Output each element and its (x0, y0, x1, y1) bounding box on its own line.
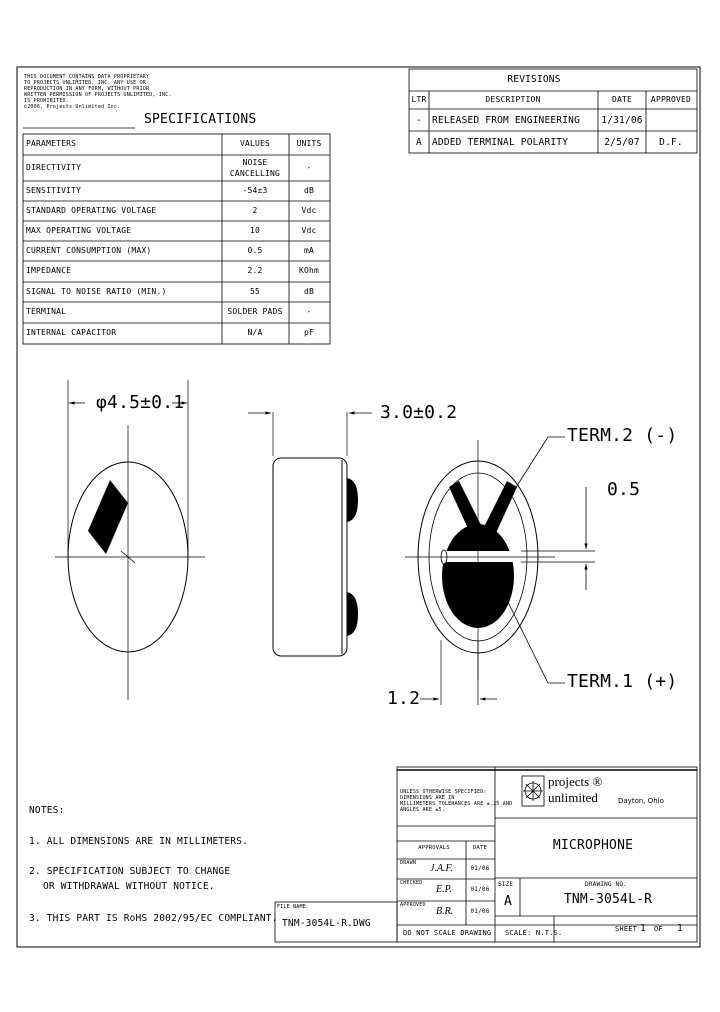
drawing-no-label: DRAWING NO. (585, 881, 627, 888)
term2-label: TERM.2 (-) (567, 425, 678, 446)
tolerance-line: ANGLES ARE ±5. (400, 807, 445, 813)
gap-dimension-label: 0.5 (607, 479, 641, 500)
scale-label: SCALE: N.T.S. (505, 929, 563, 937)
file-name-label: FILE NAME (277, 904, 306, 910)
notice-line: REPRODUCTION IN ANY FORM, WITHOUT PRIOR (24, 86, 150, 92)
tolerance-line: UNLESS OTHERWISE SPECIFIED: (400, 789, 487, 795)
approved-date: 01/06 (470, 908, 490, 915)
spec-param: INTERNAL CAPACITOR (26, 328, 117, 337)
rev-header-description: DESCRIPTION (485, 95, 541, 104)
notice-line: ©2006, Projects Unlimited Inc. (24, 104, 121, 110)
spec-value: 2.2 (247, 266, 263, 275)
spec-value: 2 (252, 206, 258, 215)
note-item: 1. ALL DIMENSIONS ARE IN MILLIMETERS. (29, 836, 249, 847)
spec-value: -54±3 (242, 186, 268, 195)
drawing-number: TNM-3054L-R (563, 892, 653, 907)
checked-by: E.P. (436, 884, 452, 895)
spec-param: CURRENT CONSUMPTION (MAX) (26, 246, 152, 255)
note-item: 3. THIS PART IS RoHS 2002/95/EC COMPLIANT. (29, 913, 278, 924)
company-name-line1: projects ® (548, 774, 603, 789)
rev-desc: ADDED TERMINAL POLARITY (432, 137, 569, 148)
proprietary-notice (24, 74, 172, 110)
checked-label: CHECKED (400, 880, 423, 886)
notice-line: THIS DOCUMENT CONTAINS DATA PROPRIETARY (24, 74, 150, 80)
spec-unit: Vdc (301, 206, 317, 215)
rev-date: 2/5/07 (604, 137, 640, 148)
size-value: A (504, 894, 513, 909)
spec-unit: dB (303, 287, 315, 296)
front-view (55, 380, 205, 700)
rev-date: 1/31/06 (601, 115, 643, 126)
sheet-number: 1 (640, 923, 646, 934)
notice-line: IS PROHIBITED. (24, 98, 69, 104)
approvals-date-label: DATE (472, 845, 488, 851)
spec-value: 10 (249, 226, 261, 235)
spec-value: 0.5 (247, 246, 263, 255)
rev-ltr: - (416, 115, 422, 126)
notice-line: WRITTEN PERMISSION OF PROJECTS UNLIMITED, INC. (24, 92, 172, 98)
spec-unit: dB (303, 186, 315, 195)
checked-date: 01/06 (470, 886, 490, 893)
rev-desc: RELEASED FROM ENGINEERING (432, 115, 580, 126)
approved-label: APPROVED (400, 902, 426, 908)
spec-unit: Vdc (301, 226, 317, 235)
back-view (405, 437, 595, 705)
spec-unit: pF (303, 328, 315, 337)
spec-value: N/A (247, 328, 263, 337)
diameter-dimension-label: φ4.5±0.1 (96, 392, 185, 413)
sheet-label: SHEET (615, 925, 638, 933)
spec-value: NOISE CANCELLING (229, 158, 281, 178)
tolerance-line: DIMENSIONS ARE IN (400, 795, 455, 801)
rev-approved: D.F. (659, 137, 683, 148)
spec-param: STANDARD OPERATING VOLTAGE (26, 206, 157, 215)
approved-by: B.R. (436, 906, 454, 917)
spec-unit: - (306, 307, 312, 316)
notes-title: NOTES: (29, 805, 65, 816)
rev-header-date: DATE (611, 95, 633, 104)
spec-param: TERMINAL (26, 307, 67, 316)
spec-param: SIGNAL TO NOISE RATIO (MIN.) (26, 287, 167, 296)
spec-header-values: VALUES (239, 139, 271, 148)
spec-title: SPECIFICATIONS (144, 112, 257, 127)
company-name-line2: unlimited (548, 790, 598, 805)
company-logo-icon (522, 776, 544, 806)
drawn-date: 01/06 (470, 865, 490, 872)
spec-param: IMPEDANCE (26, 266, 72, 275)
spec-header-parameters: PARAMETERS (26, 139, 77, 148)
size-label: SIZE (498, 881, 514, 888)
revisions-title: REVISIONS (507, 74, 561, 85)
spec-unit: KOhm (298, 266, 320, 275)
pad-dimension-label: 1.2 (387, 688, 421, 709)
spec-value: SOLDER PADS (227, 307, 283, 316)
part-title: MICROPHONE (552, 838, 634, 853)
rev-header-ltr: LTR (411, 95, 427, 104)
company-city: Dayton, Ohio (618, 797, 664, 805)
sheet-total: 1 (677, 923, 683, 934)
spec-value: 55 (249, 287, 261, 296)
note-item: OR WITHDRAWAL WITHOUT NOTICE. (43, 881, 215, 892)
rev-ltr: A (416, 137, 422, 148)
note-item: 2. SPECIFICATION SUBJECT TO CHANGE (29, 866, 231, 877)
spec-unit: - (306, 163, 312, 172)
spec-param: SENSITIVITY (26, 186, 82, 195)
tolerance-note (400, 789, 512, 813)
drawn-label: DRAWN (400, 860, 417, 866)
spec-param: DIRECTIVITY (26, 163, 82, 172)
sheet-of-label: OF (654, 925, 663, 933)
spec-unit: mA (303, 246, 315, 255)
do-not-scale-note: DO NOT SCALE DRAWING (403, 929, 492, 937)
file-name-value: TNM-3054L-R.DWG (282, 918, 371, 929)
rev-header-approved: APPROVED (650, 95, 692, 104)
spec-param: MAX OPERATING VOLTAGE (26, 226, 132, 235)
drawn-by: J.A.F. (430, 863, 453, 874)
height-dimension-label: 3.0±0.2 (380, 402, 458, 423)
approvals-label: APPROVALS (418, 845, 450, 851)
term1-label: TERM.1 (+) (567, 671, 678, 692)
tolerance-line: MILLIMETERS TOLERANCES ARE ±.25 AND (400, 801, 513, 807)
spec-header-units: UNITS (296, 139, 322, 148)
notice-line: TO PROJECTS UNLIMITED, INC. ANY USE OR (24, 80, 146, 86)
side-view (248, 412, 372, 656)
